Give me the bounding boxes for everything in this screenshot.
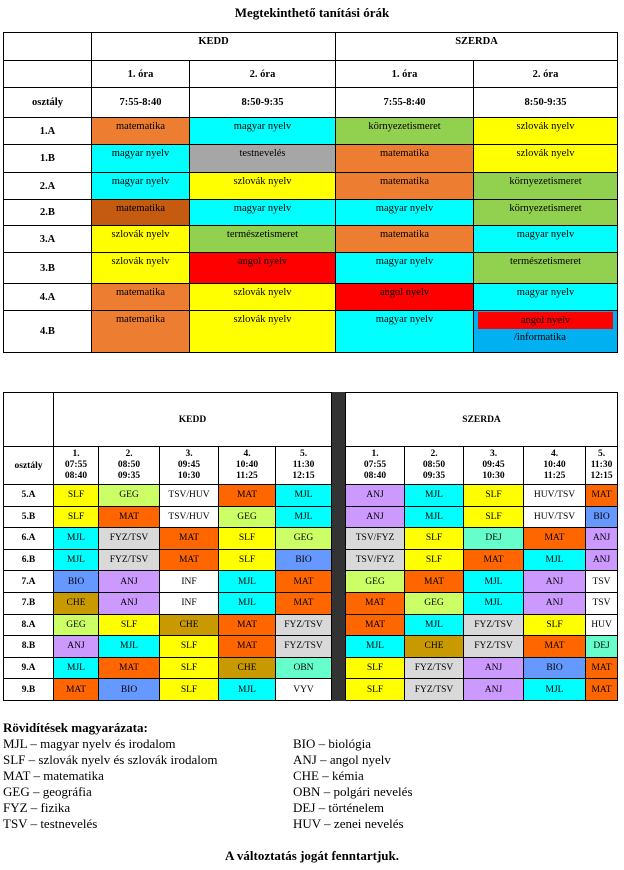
period-line: 07:55	[363, 460, 387, 470]
lesson-cell: CHE	[219, 657, 276, 679]
lesson-cell: magyar nyelv	[190, 118, 336, 145]
period-header: 1. óra	[336, 61, 474, 88]
lesson-cell: ANJ	[346, 506, 405, 528]
lesson-cell: testnevelés	[190, 145, 336, 173]
lesson-cell: SLF	[405, 528, 464, 550]
lesson-cell: OBN	[276, 657, 332, 679]
lesson-cell: MJL	[99, 636, 160, 658]
lesson-cell: ANJ	[524, 571, 586, 593]
table-row	[4, 284, 618, 311]
page-title: Megtekinthető tanítási órák	[234, 5, 390, 20]
legend-item: HUV – zenei nevelés	[293, 816, 404, 831]
lesson-cell: MAT	[54, 679, 99, 701]
lesson-cell: INF	[160, 571, 219, 593]
lesson-cell: FYZ/TSV	[99, 549, 160, 571]
lesson-cell: FYZ/TSV	[276, 614, 332, 636]
lesson-cell: FYZ/TSV	[99, 528, 160, 550]
period-line: 4.	[243, 449, 251, 459]
lesson-cell: MAT	[160, 528, 219, 550]
lesson-cell: MJL	[464, 571, 524, 593]
header-row-periods	[4, 447, 618, 485]
table-row	[4, 614, 618, 636]
lesson-cell: GEG	[219, 506, 276, 528]
period-line: 3.	[489, 449, 498, 459]
lesson-cell: ANJ	[54, 636, 99, 658]
lesson-cell: GEG	[346, 571, 405, 593]
lesson-cell: MJL	[346, 636, 405, 658]
lesson-cell: MAT	[586, 657, 618, 679]
table-row	[4, 145, 618, 173]
period-line: 09:35	[422, 471, 446, 481]
lesson-cell: SLF	[464, 506, 524, 528]
lesson-cell: MJL	[405, 614, 464, 636]
lesson-cell: SLF	[346, 657, 405, 679]
lesson-cell	[474, 311, 618, 353]
lesson-cell: BIO	[524, 657, 586, 679]
lesson-cell: SLF	[464, 485, 524, 507]
lesson-cell: magyar nyelv	[92, 173, 190, 200]
lesson-cell: ANJ	[346, 485, 405, 507]
lesson-cell: természetismeret	[190, 226, 336, 253]
lesson-cell: ANJ	[464, 679, 524, 701]
lesson-cell: szlovák nyelv	[190, 173, 336, 200]
table-row	[4, 549, 618, 571]
footer-note: A változtatás jogát fenntartjuk.	[224, 848, 400, 863]
table-row	[4, 679, 618, 701]
period-line: 2.	[430, 449, 438, 459]
time-header: 7:55-8:40	[92, 88, 190, 118]
lesson-cell: magyar nyelv	[336, 200, 474, 226]
period-header: 2. óra	[190, 61, 336, 88]
class-label: 3.A	[4, 226, 92, 253]
lesson-cell: MJL	[524, 549, 586, 571]
corner-cell	[4, 393, 54, 447]
lesson-cell: SLF	[219, 528, 276, 550]
lesson-cell: TSV/FYZ	[346, 549, 405, 571]
lesson-cell: matematika	[92, 284, 190, 311]
legend-item: FYZ – fizika	[3, 800, 71, 815]
lesson-cell: matematika	[92, 200, 190, 226]
lesson-cell: ANJ	[586, 528, 618, 550]
lesson-cell: MAT	[464, 549, 524, 571]
lesson-cell: FYZ/TSV	[464, 614, 524, 636]
period-header	[54, 447, 99, 485]
lower-grades-table	[3, 32, 618, 353]
lesson-cell: INF	[160, 592, 219, 614]
class-label: 8.A	[4, 614, 54, 636]
class-label: 8.B	[4, 636, 54, 658]
lesson-cell: MAT	[99, 657, 160, 679]
period-line: 11:25	[236, 471, 258, 481]
lesson-cell: ANJ	[99, 571, 160, 593]
lesson-cell: CHE	[160, 614, 219, 636]
period-header: 2. óra	[474, 61, 618, 88]
period-header	[586, 447, 618, 485]
period-header	[346, 447, 405, 485]
period-line: 08:50	[117, 460, 141, 470]
lesson-cell: MJL	[219, 571, 276, 593]
lesson-cell: szlovák nyelv	[92, 253, 190, 284]
period-line: 5.	[597, 449, 606, 459]
period-header	[276, 447, 332, 485]
lesson-cell: BIO	[99, 679, 160, 701]
lesson-cell: SLF	[160, 657, 219, 679]
table-row	[4, 118, 618, 145]
lesson-cell: SLF	[405, 549, 464, 571]
day-header: SZERDA	[336, 33, 618, 61]
lesson-cell: SLF	[160, 636, 219, 658]
period-line: 3.	[185, 449, 193, 459]
lesson-cell: BIO	[276, 549, 332, 571]
lesson-split-top: angol nyelv	[478, 312, 613, 329]
lesson-cell: magyar nyelv	[336, 253, 474, 284]
upper-grades-table	[3, 392, 618, 701]
lesson-cell: SLF	[54, 485, 99, 507]
period-line: 1.	[371, 449, 379, 459]
lesson-cell: MAT	[346, 592, 405, 614]
lesson-cell: matematika	[336, 145, 474, 173]
lesson-cell: MJL	[54, 528, 99, 550]
legend-item: GEG – geográfia	[3, 784, 92, 799]
lesson-cell: HUV/TSV	[524, 506, 586, 528]
day-header: SZERDA	[346, 393, 618, 447]
legend-title: Rövidítések magyarázata:	[3, 720, 148, 735]
lesson-cell: TSV/HUV	[160, 485, 219, 507]
period-line: 10:40	[543, 460, 566, 470]
period-line: 11:30	[590, 460, 613, 470]
period-line: 10:40	[235, 460, 259, 470]
class-label: 5.B	[4, 506, 54, 528]
lesson-cell: szlovák nyelv	[190, 311, 336, 353]
lesson-cell: SLF	[219, 549, 276, 571]
table-row	[4, 200, 618, 226]
period-line: 08:40	[64, 471, 88, 481]
lesson-cell: magyar nyelv	[336, 311, 474, 353]
legend-left	[3, 736, 217, 832]
lesson-cell: matematika	[336, 173, 474, 200]
period-line: 09:45	[177, 460, 201, 470]
lesson-cell: TSV	[586, 592, 618, 614]
period-line: 10:30	[177, 471, 201, 481]
lesson-cell: HUV/TSV	[524, 485, 586, 507]
legend-item: ANJ – angol nyelv	[293, 752, 391, 767]
class-label: 5.A	[4, 485, 54, 507]
lesson-cell: MJL	[405, 485, 464, 507]
period-header	[99, 447, 160, 485]
class-label: 6.A	[4, 528, 54, 550]
legend-item: OBN – polgári nevelés	[293, 784, 413, 799]
lesson-cell: MAT	[524, 636, 586, 658]
lesson-cell: SLF	[54, 506, 99, 528]
legend-item: SLF – szlovák nyelv és szlovák irodalom	[3, 752, 218, 767]
period-line: 2.	[125, 449, 133, 459]
header-row-periods	[4, 61, 618, 88]
lesson-cell: környezetismeret	[336, 118, 474, 145]
lesson-cell: MAT	[586, 485, 618, 507]
lesson-cell: GEG	[405, 592, 464, 614]
lesson-cell: MJL	[54, 657, 99, 679]
period-line: 07:55	[64, 460, 88, 470]
period-line: 12:15	[292, 471, 315, 481]
lesson-cell: MAT	[219, 614, 276, 636]
lesson-cell: MAT	[219, 636, 276, 658]
lesson-cell: ANJ	[586, 549, 618, 571]
lesson-cell: BIO	[54, 571, 99, 593]
table-row	[4, 485, 618, 507]
lesson-cell: magyar nyelv	[190, 200, 336, 226]
lesson-cell: környezetismeret	[474, 173, 618, 200]
corner-cell	[4, 61, 92, 88]
lesson-cell: MJL	[219, 592, 276, 614]
lesson-cell: matematika	[92, 118, 190, 145]
lesson-cell: magyar nyelv	[92, 145, 190, 173]
lesson-cell: BIO	[586, 506, 618, 528]
lesson-split-bottom: /informatika	[514, 332, 566, 343]
lesson-cell: TSV	[586, 571, 618, 593]
lesson-cell: MAT	[276, 592, 332, 614]
class-label: 1.B	[4, 145, 92, 173]
header-row-days	[4, 393, 618, 447]
lesson-cell: MAT	[586, 679, 618, 701]
lesson-cell: MAT	[160, 549, 219, 571]
time-header: 8:50-9:35	[190, 88, 336, 118]
lesson-cell: CHE	[54, 592, 99, 614]
lesson-cell: GEG	[99, 485, 160, 507]
legend-item: BIO – biológia	[293, 736, 371, 751]
table-row	[4, 657, 618, 679]
class-label: 2.A	[4, 173, 92, 200]
lesson-cell: szlovák nyelv	[190, 284, 336, 311]
lesson-cell: MJL	[276, 485, 332, 507]
class-label: 4.A	[4, 284, 92, 311]
period-line: 08:40	[363, 471, 387, 481]
lesson-cell: MJL	[276, 506, 332, 528]
lesson-cell: ANJ	[464, 657, 524, 679]
lesson-cell: SLF	[524, 614, 586, 636]
table-row	[4, 636, 618, 658]
legend-item: DEJ – történelem	[293, 800, 384, 815]
day-header: KEDD	[54, 393, 332, 447]
class-label: 9.A	[4, 657, 54, 679]
lesson-cell: TSV/HUV	[160, 506, 219, 528]
class-label: 4.B	[4, 311, 92, 353]
table-row	[4, 173, 618, 200]
class-label: 6.B	[4, 549, 54, 571]
lesson-cell: FYZ/TSV	[405, 657, 464, 679]
period-header	[219, 447, 276, 485]
lesson-cell: FYZ/TSV	[405, 679, 464, 701]
lesson-cell: természetismeret	[474, 253, 618, 284]
lesson-cell: szlovák nyelv	[92, 226, 190, 253]
table-row	[4, 592, 618, 614]
class-label: 7.B	[4, 592, 54, 614]
header-row-days	[4, 33, 618, 61]
lesson-cell: VYV	[276, 679, 332, 701]
lesson-cell: matematika	[92, 311, 190, 353]
lesson-cell: FYZ/TSV	[464, 636, 524, 658]
lesson-cell: magyar nyelv	[474, 284, 618, 311]
lesson-cell: HUV	[586, 614, 618, 636]
lesson-cell: angol nyelv	[190, 253, 336, 284]
lesson-cell: CHE	[405, 636, 464, 658]
table-row	[4, 226, 618, 253]
table-row	[4, 311, 618, 353]
period-line: 1.	[72, 449, 80, 459]
lesson-cell: GEG	[54, 614, 99, 636]
lesson-cell: szlovák nyelv	[474, 145, 618, 173]
legend-right	[293, 736, 413, 832]
period-header	[405, 447, 464, 485]
lesson-cell: MAT	[219, 485, 276, 507]
period-line: 10:30	[482, 471, 505, 481]
table-row	[4, 253, 618, 284]
class-label: 1.A	[4, 118, 92, 145]
table-row	[4, 571, 618, 593]
lesson-cell: MJL	[405, 506, 464, 528]
period-line: 12:15	[590, 471, 613, 481]
period-line: 4.	[550, 449, 559, 459]
class-header: osztály	[4, 447, 54, 485]
period-line: 08:50	[422, 460, 446, 470]
legend-item: CHE – kémia	[293, 768, 364, 783]
lesson-cell: MAT	[524, 528, 586, 550]
lesson-cell: MJL	[524, 679, 586, 701]
class-label: 2.B	[4, 200, 92, 226]
legend-item: TSV – testnevelés	[3, 816, 98, 831]
period-header: 1. óra	[92, 61, 190, 88]
lesson-cell: MAT	[346, 614, 405, 636]
class-label: 9.B	[4, 679, 54, 701]
class-label: 3.B	[4, 253, 92, 284]
period-header	[160, 447, 219, 485]
lesson-cell: TSV/FYZ	[346, 528, 405, 550]
day-header: KEDD	[92, 33, 336, 61]
period-header	[464, 447, 524, 485]
lesson-cell: angol nyelv	[336, 284, 474, 311]
table-row	[4, 506, 618, 528]
divider-bar	[332, 393, 346, 701]
lesson-cell: SLF	[346, 679, 405, 701]
period-line: 11:25	[543, 471, 566, 481]
class-label: 7.A	[4, 571, 54, 593]
legend-item: MJL – magyar nyelv és irodalom	[3, 736, 176, 751]
lesson-cell: MJL	[464, 592, 524, 614]
lesson-cell: ANJ	[99, 592, 160, 614]
lesson-cell: FYZ/TSV	[276, 636, 332, 658]
lesson-cell: GEG	[276, 528, 332, 550]
period-header	[524, 447, 586, 485]
period-line: 5.	[299, 449, 308, 459]
period-line: 11:30	[292, 460, 315, 470]
lesson-cell: MJL	[54, 549, 99, 571]
lesson-cell: MAT	[276, 571, 332, 593]
corner-cell	[4, 33, 92, 61]
period-line: 09:35	[117, 471, 141, 481]
lesson-cell: környezetismeret	[474, 200, 618, 226]
lesson-cell: SLF	[160, 679, 219, 701]
lesson-cell: MAT	[405, 571, 464, 593]
lesson-cell: magyar nyelv	[474, 226, 618, 253]
lesson-cell: DEJ	[464, 528, 524, 550]
time-header: 8:50-9:35	[474, 88, 618, 118]
lesson-cell: matematika	[336, 226, 474, 253]
lesson-cell: szlovák nyelv	[474, 118, 618, 145]
class-header: osztály	[4, 88, 92, 118]
lesson-cell: DEJ	[586, 636, 618, 658]
lesson-cell: ANJ	[524, 592, 586, 614]
lesson-cell: SLF	[99, 614, 160, 636]
lesson-cell: MAT	[99, 506, 160, 528]
table-row	[4, 528, 618, 550]
header-row-times	[4, 88, 618, 118]
time-header: 7:55-8:40	[336, 88, 474, 118]
lesson-cell: MJL	[219, 679, 276, 701]
period-line: 09:45	[482, 460, 505, 470]
legend-item: MAT – matematika	[3, 768, 104, 783]
